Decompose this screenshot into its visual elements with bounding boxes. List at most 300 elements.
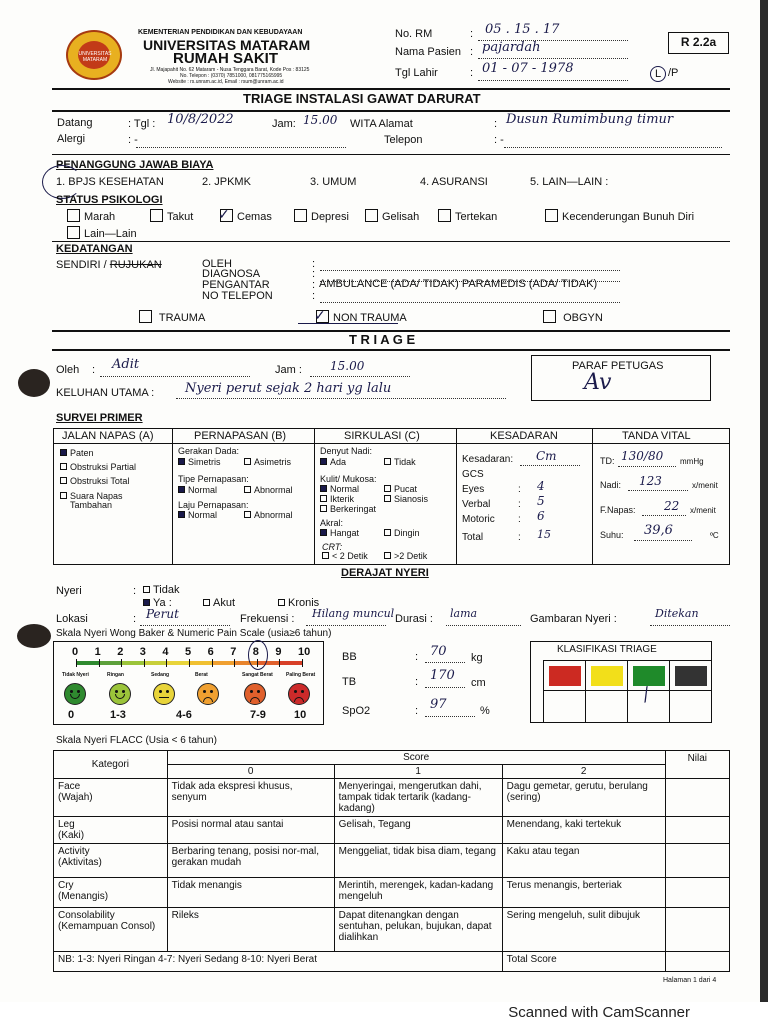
label: Tertekan: [455, 211, 498, 223]
colon: :: [415, 705, 419, 717]
category: Leg: [58, 819, 75, 830]
jalan-napas-title: JALAN NAPAS (A): [62, 430, 154, 442]
pain-scale-tick: [212, 659, 213, 667]
psikologi-tertekan[interactable]: [438, 209, 497, 223]
cell: Rileks: [167, 908, 334, 952]
flacc-row-cry: [54, 878, 168, 908]
score-header: Score: [167, 751, 665, 765]
survei-table: [53, 428, 730, 565]
tgl-lahir-value: 01 - 07 - 1978: [482, 61, 574, 76]
td-label: TD:: [600, 456, 615, 466]
checkbox-checked[interactable]: [320, 485, 327, 492]
label: TRAUMA: [158, 312, 206, 324]
checkbox-checked[interactable]: ✓: [220, 209, 233, 222]
kulit-ikterik[interactable]: [320, 494, 354, 504]
label: Depresi: [311, 211, 349, 223]
pain-face-icon: [153, 683, 175, 705]
nadi-label: Nadi:: [600, 480, 622, 490]
pain-scale-tick: [279, 659, 280, 667]
checkbox[interactable]: [438, 209, 451, 222]
pain-number: 4: [162, 646, 169, 658]
verbal-value: 5: [537, 494, 545, 508]
face-label: Berat: [195, 672, 208, 678]
nilai-header: Nilai: [665, 751, 729, 779]
label: Marah: [84, 211, 116, 223]
label: Akut: [213, 597, 236, 609]
nilai-cell[interactable]: [665, 908, 729, 952]
colon: :: [470, 46, 474, 58]
cell: Kaku atau tegan: [502, 844, 665, 878]
lokasi-value: Perut: [146, 607, 179, 621]
lokasi-label: Lokasi: [56, 613, 88, 625]
pain-number: 9: [275, 646, 282, 658]
spo2-unit: %: [480, 705, 490, 717]
jn-obstruksi-partial[interactable]: [60, 462, 136, 472]
category: Activity: [58, 846, 90, 857]
pain-face-icon: [244, 683, 266, 705]
survei-heading: SURVEI PRIMER: [56, 412, 143, 424]
label: Obstruksi Partial: [70, 462, 137, 472]
checkbox-checked[interactable]: [178, 511, 185, 518]
frekuensi-value: Hilang muncul: [312, 607, 395, 620]
akral-dingin[interactable]: [384, 528, 420, 538]
psikologi-bunuh-diri[interactable]: [545, 209, 694, 223]
category-sub: (Kemampuan Consol): [58, 921, 156, 932]
triage-jam-label: Jam :: [275, 364, 302, 376]
checkbox[interactable]: [244, 486, 251, 493]
checkbox[interactable]: [320, 495, 327, 502]
flacc-row-consolability: [54, 908, 168, 952]
pain-number: 1: [94, 646, 101, 658]
td-unit: mmHg: [680, 457, 704, 466]
checkbox[interactable]: [543, 310, 556, 323]
non-trauma-underline: [298, 323, 398, 324]
score-0-header: 0: [167, 765, 334, 779]
durasi-value: lama: [450, 607, 478, 620]
jam-value: 15.00: [303, 113, 338, 127]
tb-value: 170: [430, 668, 455, 683]
colon: :: [415, 676, 419, 688]
colon: :: [470, 28, 474, 40]
suhu-unit: ºC: [710, 531, 719, 540]
numeric-pain-scale: [54, 642, 322, 724]
face-label: Paling Berat: [286, 672, 316, 678]
form-code-badge: R 2.2a: [668, 32, 729, 54]
checkbox-checked[interactable]: [143, 599, 150, 606]
nadi-value: 123: [639, 474, 662, 488]
cell: Terus menangis, berteriak: [502, 878, 665, 908]
nilai-cell[interactable]: [665, 779, 729, 817]
checkbox[interactable]: [545, 209, 558, 222]
label: Ikterik: [330, 494, 355, 504]
form-title: TRIAGE INSTALASI GAWAT DARURAT: [243, 91, 481, 106]
nyeri-akut[interactable]: [203, 597, 235, 609]
label: Kronis: [288, 597, 320, 609]
pain-number: 3: [139, 646, 146, 658]
page-number: Halaman 1 dari 4: [663, 977, 717, 984]
tipe-label: Tipe Pernapasan:: [178, 474, 249, 484]
pain-number: 10: [298, 646, 311, 658]
checkbox[interactable]: [60, 477, 67, 484]
kulit-normal[interactable]: [320, 484, 359, 494]
checkbox-checked[interactable]: [320, 529, 327, 536]
colon: :: [518, 484, 521, 495]
checkbox[interactable]: [60, 492, 67, 499]
cell: Menggeliat, tidak bisa diam, tegang: [334, 844, 502, 878]
checkbox-checked[interactable]: [178, 486, 185, 493]
label: Berkeringat: [330, 504, 377, 514]
denyut-ada[interactable]: [320, 457, 346, 467]
gerakan-label: Gerakan Dada:: [178, 446, 240, 456]
label: Simetris: [188, 457, 221, 467]
akral-hangat[interactable]: [320, 528, 359, 538]
nama-pasien-label: Nama Pasien: [395, 46, 462, 58]
pain-scale-tick: [166, 659, 167, 667]
jam-label: Jam:: [272, 118, 296, 130]
paraf-petugas-box: [531, 355, 711, 401]
suhu-label: Suhu:: [600, 530, 624, 540]
nama-pasien-value: pajardah: [482, 40, 541, 55]
nyeri-colon: :: [133, 585, 137, 597]
derajat-nyeri-heading: DERAJAT NYERI: [341, 567, 429, 579]
checkbox[interactable]: [278, 599, 285, 606]
pain-face-icon: [64, 683, 86, 705]
pain-scale-tick: [302, 659, 303, 667]
durasi-label: Durasi :: [395, 613, 433, 625]
option-lain[interactable]: 5. LAIN—LAIN :: [530, 176, 609, 188]
skala-wong-baker-label: Skala Nyeri Wong Baker & Numeric Pain Scale (usia≥6 tahun): [56, 628, 332, 639]
keluhan-label: KELUHAN UTAMA :: [56, 387, 155, 399]
eyes-label: Eyes: [462, 484, 485, 495]
oleh-label: Oleh: [56, 364, 80, 376]
label: Gelisah: [382, 211, 420, 223]
nilai-cell[interactable]: [665, 817, 729, 844]
flacc-row-activity: [54, 844, 168, 878]
label: < 2 Detik: [332, 551, 368, 561]
selected-pain-circle: [248, 640, 268, 670]
colon: :: [312, 268, 316, 280]
paraf-label: PARAF PETUGAS: [572, 360, 664, 372]
flacc-footer-note: NB: 1-3: Nyeri Ringan 4-7: Nyeri Sedang 8-10: Nyeri Berat: [54, 952, 503, 972]
category: Consolability: [58, 910, 115, 921]
checkbox[interactable]: [365, 209, 378, 222]
pain-scale-segment: [144, 661, 167, 665]
psikologi-marah[interactable]: [67, 209, 115, 223]
tgl-lahir-label: Tgl Lahir: [395, 67, 438, 79]
bb-label: BB: [342, 651, 357, 663]
keluhan-value: Nyeri perut sejak 2 hari yg lalu: [185, 381, 392, 396]
colon: :: [470, 67, 474, 79]
address-line-2: No. Telepon : (0370) 7851000, 081775165995: [180, 73, 283, 79]
colon: :: [415, 651, 419, 663]
pain-scale-box: [53, 641, 324, 725]
datang-label: Datang: [57, 117, 93, 129]
label: Lain—Lain: [84, 228, 137, 240]
checkbox-checked[interactable]: [178, 458, 185, 465]
cell: Dagu gemetar, gerutu, berulang (sering): [502, 779, 665, 817]
checkbox[interactable]: [322, 552, 329, 559]
flacc-row-face: [54, 779, 168, 817]
nilai-cell[interactable]: [665, 878, 729, 908]
klasifikasi-title: KLASIFIKASI TRIAGE: [557, 644, 657, 655]
gerakan-simetris[interactable]: [178, 457, 221, 467]
psikologi-depresi[interactable]: [294, 209, 349, 223]
label: Cemas: [237, 211, 272, 223]
scanner-watermark: [0, 1002, 768, 1024]
pain-scale-segment: [212, 661, 235, 665]
bb-unit: kg: [471, 652, 483, 664]
pain-scale-segment: [166, 661, 189, 665]
psikologi-cemas[interactable]: [218, 206, 272, 223]
paraf-signature: Av: [584, 370, 612, 395]
flacc-title: Skala Nyeri FLACC (Usia < 6 tahun): [56, 735, 217, 746]
face-range: 7-9: [250, 709, 266, 721]
pain-number: 5: [185, 646, 192, 658]
nadi-unit: x/menit: [692, 481, 718, 490]
oleh-value: Adit: [112, 357, 140, 372]
checkbox[interactable]: [384, 458, 391, 465]
kategori-header: Kategori: [54, 751, 168, 779]
face-label: Ringan: [107, 672, 124, 678]
ink-smudge: [17, 624, 51, 648]
gerakan-asimetris[interactable]: [244, 457, 291, 467]
triage-green[interactable]: [633, 666, 665, 686]
face-range: 4-6: [176, 709, 192, 721]
colon: :: [518, 532, 521, 543]
denyut-label: Denyut Nadi:: [320, 446, 373, 456]
kedatangan-heading: KEDATANGAN: [56, 243, 133, 255]
oleh-label: OLEH: [202, 258, 232, 270]
ministry-name: KEMENTERIAN PENDIDIKAN DAN KEBUDAYAAN: [138, 29, 303, 36]
checkbox[interactable]: [244, 511, 251, 518]
label: Tidak: [394, 457, 416, 467]
tipe-abnormal[interactable]: [244, 485, 293, 495]
pain-scale-tick: [121, 659, 122, 667]
university-name: UNIVERSITAS MATARAM: [143, 37, 311, 53]
cell: Berbaring tenang, posisi nor-mal, gerakan mudah: [167, 844, 334, 878]
checkbox[interactable]: [244, 458, 251, 465]
option-bpjs[interactable]: 1. BPJS KESEHATAN: [56, 176, 164, 188]
checkbox-checked[interactable]: [320, 458, 327, 465]
eyes-value: 4: [537, 479, 545, 493]
checkbox[interactable]: [294, 209, 307, 222]
category-sub: (Menangis): [58, 891, 109, 902]
tgl-label: : Tgl :: [128, 118, 156, 130]
total-label: Total: [462, 532, 484, 543]
pain-face-icon: [197, 683, 219, 705]
checkbox[interactable]: [150, 209, 163, 222]
pain-face-icon: [288, 683, 310, 705]
cell: Posisi normal atau santai: [167, 817, 334, 844]
sendiri: SENDIRI /: [56, 259, 107, 271]
sendiri-label: [56, 259, 162, 271]
spo2-label: SpO2: [342, 705, 371, 717]
nilai-cell[interactable]: [665, 844, 729, 878]
pain-number: 7: [230, 646, 237, 658]
label: Asimetris: [254, 457, 292, 467]
cell: Dapat ditenangkan dengan sentuhan, pelukan, bujukan, dapat dialihkan: [334, 908, 502, 952]
pernapasan-title: PERNAPASAN (B): [194, 430, 287, 442]
colon: :: [133, 613, 137, 625]
rujukan: RUJUKAN: [109, 259, 162, 271]
checkbox-checked[interactable]: ✓: [316, 310, 329, 323]
laju-label: Laju Pernapasan:: [178, 500, 249, 510]
laju-abnormal[interactable]: [244, 510, 293, 520]
psikologi-gelisah[interactable]: [365, 209, 419, 223]
label: Abnormal: [254, 510, 293, 520]
option-jpkmk[interactable]: 2. JPKMK: [202, 176, 251, 188]
tanda-vital-title: TANDA VITAL: [622, 430, 691, 442]
label: Abnormal: [254, 485, 293, 495]
pain-scale-segment: [76, 661, 99, 665]
kulit-pucat[interactable]: [384, 484, 417, 494]
pain-face-icon: [109, 683, 131, 705]
tb-unit: cm: [471, 677, 486, 689]
total-score-value[interactable]: [665, 952, 729, 972]
checkbox[interactable]: [384, 485, 391, 492]
label: Tidak: [153, 584, 180, 596]
label: Normal: [188, 510, 218, 520]
jn-obstruksi-total[interactable]: [60, 476, 129, 486]
napas-unit: x/menit: [690, 506, 716, 515]
spo2-value: 97: [430, 697, 447, 712]
suhu-value: 39,6: [644, 523, 673, 538]
face-label: Sangat Berat: [242, 672, 273, 678]
alamat-value: Dusun Rumimbung timur: [506, 112, 674, 127]
label: NON TRAUMA: [333, 312, 407, 324]
checkbox[interactable]: [143, 586, 150, 593]
hospital-name: RUMAH SAKIT: [173, 50, 278, 67]
checkbox-checked[interactable]: [60, 449, 67, 456]
face-label: Sedang: [151, 672, 170, 678]
denyut-tidak[interactable]: [384, 457, 416, 467]
checkbox[interactable]: [203, 599, 210, 606]
triage-heading: T R I A G E: [349, 332, 416, 347]
kulit-sianosis[interactable]: [384, 494, 428, 504]
psikologi-lain[interactable]: [67, 226, 137, 240]
checkbox[interactable]: [67, 226, 80, 239]
pain-scale-tick: [189, 659, 190, 667]
colon: :: [518, 499, 521, 510]
label: Pucat: [394, 484, 418, 494]
laju-normal[interactable]: [178, 510, 217, 520]
label: Suara Napas: [70, 491, 123, 501]
crt-less[interactable]: [322, 551, 368, 561]
checkbox[interactable]: [67, 209, 80, 222]
label: Ya :: [153, 597, 172, 609]
obgyn-option[interactable]: [543, 310, 603, 324]
motoric-label: Motoric: [462, 514, 495, 525]
cell: Menendang, kaki tertekuk: [502, 817, 665, 844]
label: OBGYN: [563, 312, 603, 324]
label: Paten: [70, 448, 94, 458]
nyeri-tidak[interactable]: [143, 584, 180, 596]
triage-black[interactable]: [675, 666, 707, 686]
klasifikasi-triage-box: [530, 641, 712, 723]
jn-paten[interactable]: [60, 448, 94, 458]
pain-scale-segment: [99, 661, 122, 665]
university-logo: [66, 30, 122, 80]
face-range: 1-3: [110, 709, 126, 721]
total-value: 15: [537, 528, 551, 541]
colon: :: [494, 118, 498, 130]
pain-scale-tick: [99, 659, 100, 667]
verbal-label: Verbal: [462, 499, 491, 510]
akral-label: Akral:: [320, 518, 344, 528]
frekuensi-label: Frekuensi :: [240, 613, 295, 625]
non-trauma-option[interactable]: [314, 307, 407, 324]
pengantar-value: AMBULANCE (ADA/ TIDAK) PARAMEDIS (ADA/ TIDAK): [319, 278, 598, 290]
label: Normal: [188, 485, 218, 495]
pain-scale-segment: [279, 661, 302, 665]
pain-scale-tick: [144, 659, 145, 667]
checkbox[interactable]: [384, 552, 391, 559]
pain-number: 6: [207, 646, 214, 658]
label: Ada: [330, 457, 347, 467]
cell: Tidak ada ekspresi khusus, senyum: [167, 779, 334, 817]
kesadaran-label: Kesadaran:: [462, 454, 514, 465]
pain-scale-segment: [189, 661, 212, 665]
kulit-label: Kulit/ Mukosa:: [320, 474, 377, 484]
label: Obstruksi Total: [70, 476, 130, 486]
checkbox[interactable]: [384, 495, 391, 502]
colon: :: [312, 258, 316, 270]
face-range: 0: [68, 709, 75, 721]
scanner-label: Scanned with CamScanner: [508, 1004, 690, 1021]
ink-smudge: [18, 369, 50, 397]
psikologi-takut[interactable]: [150, 209, 193, 223]
address-line-3: Website : rs.unram.ac.id, Email : rsum@unram.ac.id: [168, 79, 284, 85]
crt-label: CRT:: [322, 542, 343, 552]
option-asuransi[interactable]: 4. ASURANSI: [420, 176, 488, 188]
triage-red[interactable]: [549, 666, 581, 686]
label: Takut: [167, 211, 194, 223]
label: Normal: [330, 484, 360, 494]
no-rm-value: 05 . 15 . 17: [485, 22, 560, 37]
checkbox[interactable]: [320, 505, 327, 512]
triage-mark: /: [639, 683, 653, 706]
alergi-label: Alergi: [57, 133, 86, 145]
bb-value: 70: [430, 644, 447, 659]
tipe-normal[interactable]: [178, 485, 217, 495]
label: Hangat: [330, 528, 360, 538]
crt-more[interactable]: [384, 551, 427, 561]
jn-tambahan: Tambahan: [70, 500, 113, 510]
triage-yellow[interactable]: [591, 666, 623, 686]
cell: Tidak menangis: [167, 878, 334, 908]
pain-number: 0: [72, 646, 79, 658]
option-umum[interactable]: 3. UMUM: [310, 176, 357, 188]
napas-value: 22: [664, 499, 680, 513]
triage-jam-value: 15.00: [330, 359, 365, 373]
wita-alamat-label: WITA Alamat: [350, 118, 413, 130]
score-2-header: 2: [502, 765, 665, 779]
checkbox[interactable]: [60, 463, 67, 470]
address-line-1: Jl. Majapahit No. 62 Mataram - Nusa Tenggara Barat, Kode Pos : 83125: [150, 67, 310, 73]
checkbox[interactable]: [384, 529, 391, 536]
napas-label: F.Napas:: [600, 505, 636, 515]
checkbox[interactable]: [139, 310, 152, 323]
face-label: Tidak Nyeri: [62, 672, 89, 678]
kulit-berkeringat[interactable]: [320, 504, 376, 514]
pain-number: 8: [252, 646, 259, 658]
category-sub: (Aktivitas): [58, 857, 102, 868]
category: Face: [58, 781, 81, 792]
trauma-option[interactable]: [139, 310, 205, 324]
pain-number: 2: [117, 646, 124, 658]
label: Dingin: [394, 528, 420, 538]
score-1-header: 1: [334, 765, 502, 779]
